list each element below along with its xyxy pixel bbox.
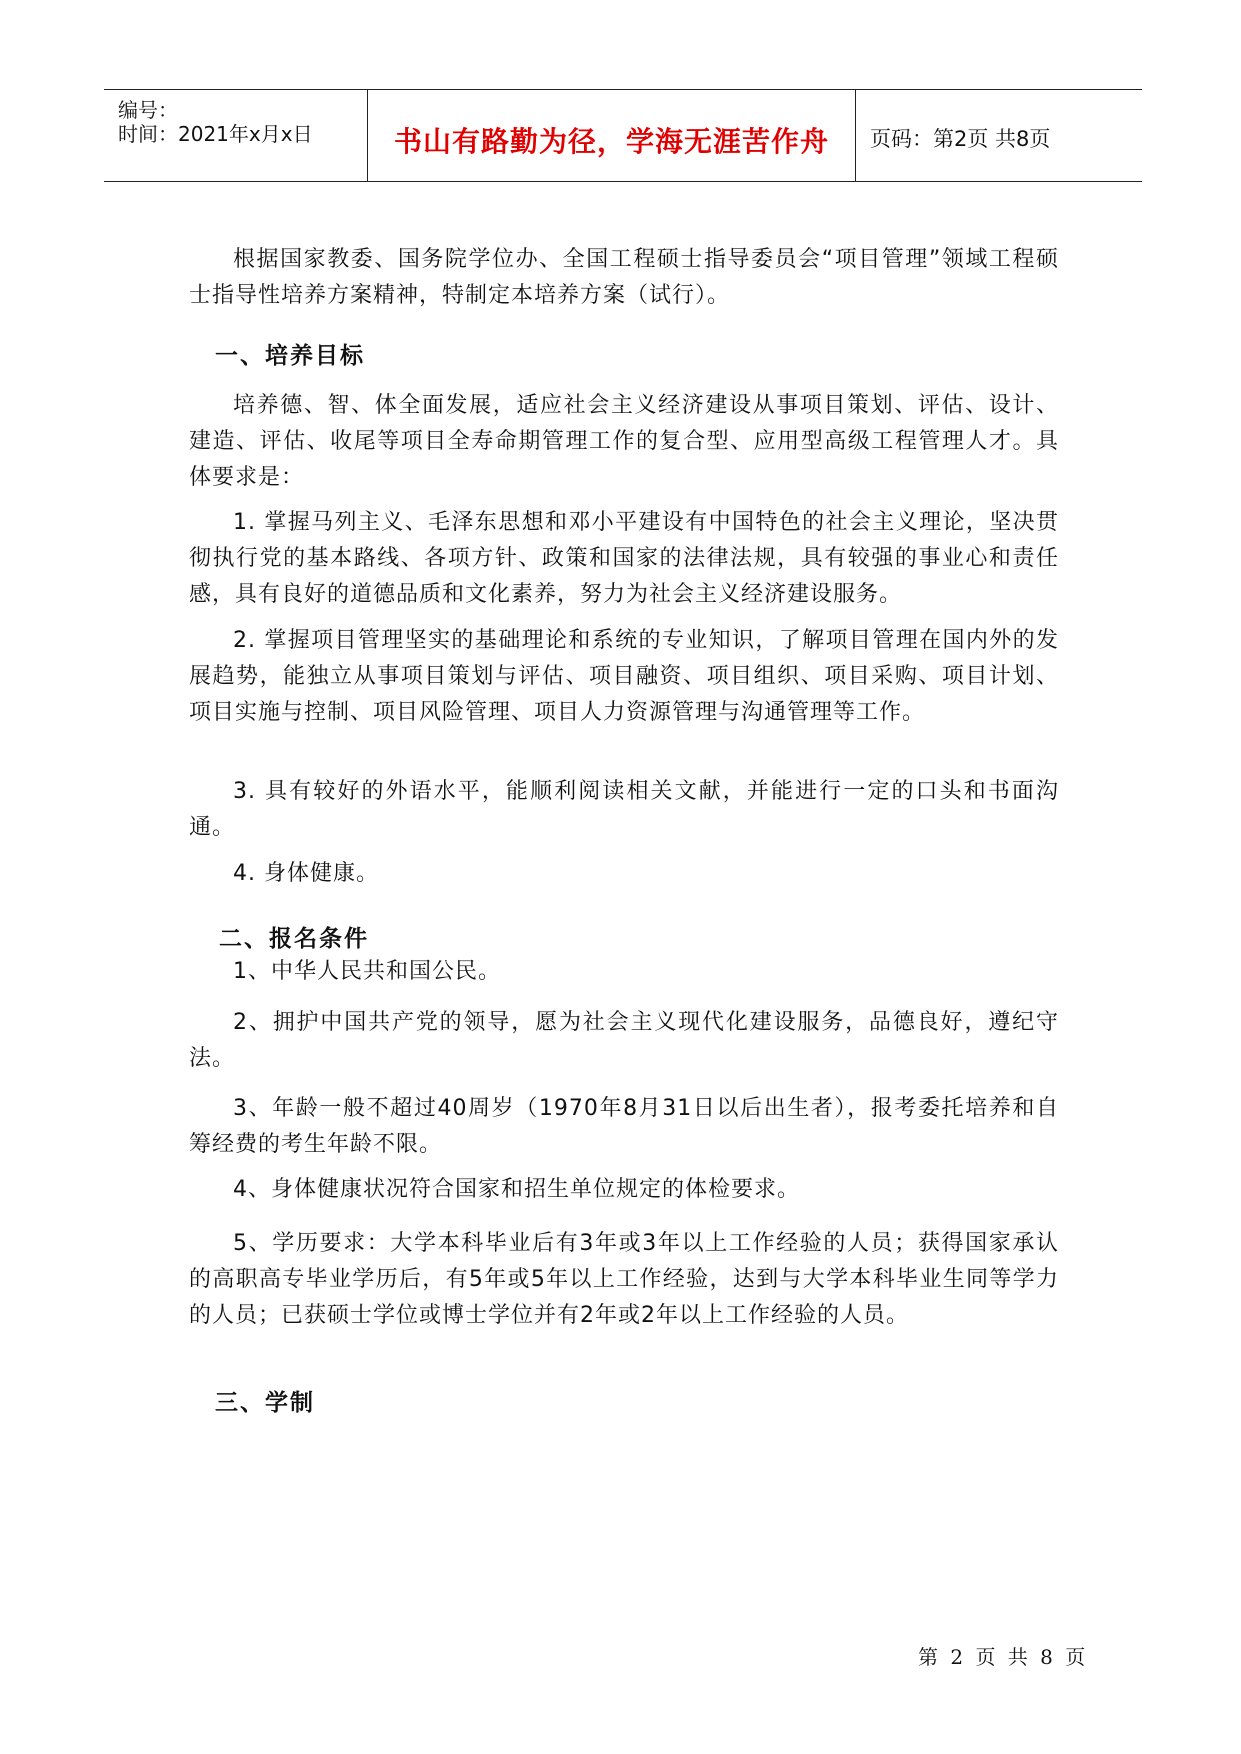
- section-heading-duration: 三、学制: [215, 1390, 315, 1416]
- requirement-2: 2. 掌握项目管理坚实的基础理论和系统的专业知识，了解项目管理在国内外的发展趋势，能独立从事项目策划与评估、项目融资、项目组织、项目采购、项目计划、项目实施与控制、项目风险管理、项目人力资源管理与沟通管理等工作。: [189, 628, 1059, 725]
- header-page-info: 页码：第2页 共8页: [870, 127, 1051, 151]
- condition-2: 2、拥护中国共产党的领导，愿为社会主义现代化建设服务，品德良好，遵纪守法。: [189, 1010, 1059, 1071]
- header-left-cell: [104, 90, 368, 181]
- document-time-label: 时间：2021年x月x日: [118, 122, 313, 146]
- header-middle-cell: [368, 90, 856, 181]
- requirement-1: 1. 掌握马列主义、毛泽东思想和邓小平建设有中国特色的社会主义理论，坚决贯彻执行党的基本路线、各项方针、政策和国家的法律法规，具有较强的事业心和责任感，具有良好的道德品质和文化素养，努力为社会主义经济建设服务。: [189, 510, 1059, 607]
- intro-paragraph: 根据国家教委、国务院学位办、全国工程硕士指导委员会“项目管理”领域工程硕士指导性培养方案精神，特制定本培养方案（试行）。: [189, 247, 1059, 308]
- page-footer: 第 2 页 共 8 页: [918, 1645, 1089, 1669]
- goals-intro-paragraph: 培养德、智、体全面发展，适应社会主义经济建设从事项目策划、评估、设计、建造、评估、收尾等项目全寿命期管理工作的复合型、应用型高级工程管理人才。具体要求是：: [189, 393, 1059, 490]
- header-right-cell: [856, 90, 1142, 181]
- requirement-3: 3. 具有较好的外语水平，能顺利阅读相关文献，并能进行一定的口头和书面沟通。: [189, 779, 1059, 840]
- section-heading-application: 二、报名条件: [219, 926, 369, 952]
- section-heading-goals: 一、培养目标: [215, 343, 365, 369]
- page-header: [104, 89, 1142, 182]
- requirement-4: 4. 身体健康。: [233, 861, 379, 886]
- condition-3: 3、年龄一般不超过40周岁（1970年8月31日以后出生者），报考委托培养和自筹经费的考生年龄不限。: [189, 1096, 1059, 1157]
- condition-5: 5、学历要求：大学本科毕业后有3年或3年以上工作经验的人员；获得国家承认的高职高专毕业学历后，有5年或5年以上工作经验，达到与大学本科毕业生同等学力的人员；已获硕士学位或博士学位并有2年或2年以上工作经验的人员。: [189, 1231, 1059, 1328]
- condition-4: 4、身体健康状况符合国家和招生单位规定的体检要求。: [233, 1177, 800, 1202]
- document-number-label: 编号：: [118, 98, 178, 122]
- condition-1: 1、中华人民共和国公民。: [233, 959, 501, 984]
- header-motto: 书山有路勤为径，学海无涯苦作舟: [393, 125, 829, 158]
